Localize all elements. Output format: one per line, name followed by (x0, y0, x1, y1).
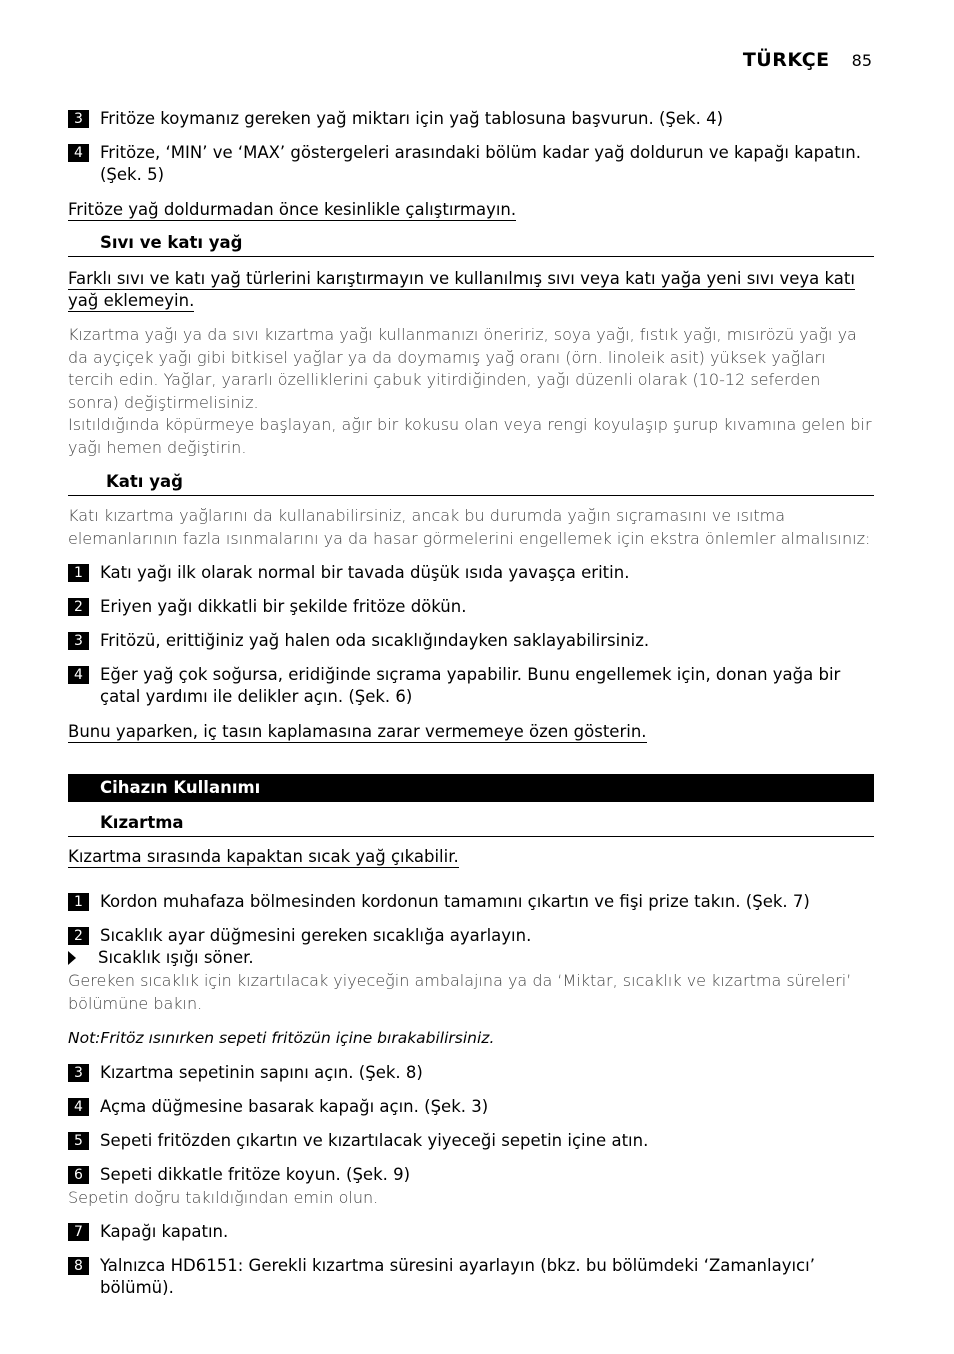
step-text: Yalnızca HD6151: Gerekli kızartma süresini ayarlayın (bkz. bu bölümdeki ‘Zamanlayıcı’ bölümü). (100, 1256, 815, 1297)
step-item (68, 142, 874, 186)
step-item (68, 1164, 874, 1186)
step-number: 3 (68, 1064, 89, 1082)
step-number: 3 (68, 110, 89, 128)
subheading-solid-oil: Katı yağ (68, 471, 874, 496)
warning-text: Fritöze yağ doldurmadan önce kesinlikle çalıştırmayın. (68, 200, 517, 219)
step-text: Katı yağı ilk olarak normal bir tavada düşük ısıda yavaşça eritin. (100, 563, 630, 582)
step-number: 4 (68, 1098, 89, 1116)
subheading-liquid-solid-oil: Sıvı ve katı yağ (68, 232, 874, 257)
step-text: Fritöze koymanız gereken yağ miktarı için yağ tablosuna başvurun. (Şek. 4) (100, 109, 724, 128)
step-text: Kapağı kapatın. (100, 1222, 229, 1241)
step-number: 8 (68, 1257, 89, 1275)
step-text: Eriyen yağı dikkatli bir şekilde fritöze dökün. (100, 597, 467, 616)
step-number: 6 (68, 1166, 89, 1184)
triangle-bullet-icon (68, 951, 76, 965)
paragraph-temperature: Gereken sıcaklık için kızartılacak yiyeceğin ambalajına ya da ‘Miktar, sıcaklık ve kızartma süreleri’ bölümüne bakın. (68, 971, 852, 1013)
step-text: Sepeti dikkatle fritöze koyun. (Şek. 9) (100, 1165, 411, 1184)
paragraph-basket: Sepetin doğru takıldığından emin olun. (68, 1188, 379, 1207)
step-item (68, 1130, 874, 1152)
warning-text: Bunu yaparken, iç tasın kaplamasına zarar vermemeye özen gösterin. (68, 722, 647, 741)
paragraph-replace-oil: Isıtıldığında köpürmeye başlayan, ağır bir kokusu olan veya rengi koyulaşıp şurup kıvamına gelen bir yağı hemen değiştirin. (68, 415, 872, 457)
step-number: 2 (68, 927, 89, 945)
step-text: Açma düğmesine basarak kapağı açın. (Şek. 3) (100, 1097, 489, 1116)
step-item (68, 108, 874, 130)
page-header (743, 49, 872, 71)
note-text: Not:Fritöz ısınırken sepeti fritözün içine bırakabilirsiniz. (68, 1029, 495, 1047)
step-text: Eğer yağ çok soğursa, eridiğinde sıçrama yapabilir. Bunu engellemek için, donan yağa bir çatal yardımı ile delikler açın. (Şek. 6) (100, 665, 841, 706)
bullet-text: Sıcaklık ışığı söner. (98, 948, 254, 967)
step-item (68, 1062, 874, 1084)
paragraph-solid-oil: Katı kızartma yağlarını da kullanabilirsiniz, ancak bu durumda yağın sıçramasını ve ısıtma elemanlarının fazla ısınmalarını ya da hasar görmelerini engellemek için ekstra önlemler almalısınız: (68, 506, 871, 548)
warning-text: Farklı sıvı ve katı yağ türlerini karıştırmayın ve kullanılmış sıvı veya katı yağa yeni sıvı veya katı yağ eklemeyin. (68, 269, 855, 310)
step-text: Sıcaklık ayar düğmesini gereken sıcaklığa ayarlayın. (100, 926, 532, 945)
step-item (68, 630, 874, 652)
step-item (68, 1096, 874, 1118)
step-item (68, 596, 874, 618)
step-number: 4 (68, 144, 89, 162)
step-text: Fritözü, erittiğiniz yağ halen oda sıcaklığındayken saklayabilirsiniz. (100, 631, 650, 650)
step-text: Kordon muhafaza bölmesinden kordonun tamamını çıkartın ve fişi prize takın. (Şek. 7) (100, 892, 810, 911)
page-number: 85 (851, 51, 872, 70)
step-number: 7 (68, 1223, 89, 1241)
step-number: 1 (68, 564, 89, 582)
paragraph-oil-advice: Kızartma yağı ya da sıvı kızartma yağı kullanmanızı öneririz, soya yağı, fıstık yağı, mısırözü yağı ya da ayçiçek yağı gibi bitkisel yağlar ya da doymamış yağ oranı (örn. linoleik asit) yüksek yağları tercih edin. Yağlar, yararlı özelliklerini çabuk yitirdiğinden, yağı düzenli olarak (10-12 seferden sonra) değiştirmelisiniz. (68, 325, 857, 412)
step-text: Kızartma sepetinin sapını açın. (Şek. 8) (100, 1063, 423, 1082)
step-text: Fritöze, ‘MIN’ ve ‘MAX’ göstergeleri arasındaki bölüm kadar yağ doldurun ve kapağı kapatın. (Şek. 5) (100, 143, 861, 184)
step-number: 2 (68, 598, 89, 616)
step-number: 4 (68, 666, 89, 684)
warning-text: Kızartma sırasında kapaktan sıcak yağ çıkabilir. (68, 847, 459, 866)
result-bullet (68, 947, 874, 969)
step-number: 1 (68, 893, 89, 911)
language-label: TÜRKÇE (742, 49, 830, 71)
step-item (68, 891, 874, 913)
step-item (68, 562, 874, 584)
subheading-frying: Kızartma (68, 812, 874, 837)
step-number: 3 (68, 632, 89, 650)
step-text: Sepeti fritözden çıkartın ve kızartılacak yiyeceği sepetin içine atın. (100, 1131, 649, 1150)
section-heading-usage: Cihazın Kullanımı (68, 774, 874, 802)
step-number: 5 (68, 1132, 89, 1150)
step-item (68, 1255, 874, 1299)
step-item (68, 925, 874, 947)
step-item (68, 1221, 874, 1243)
step-item (68, 664, 874, 708)
